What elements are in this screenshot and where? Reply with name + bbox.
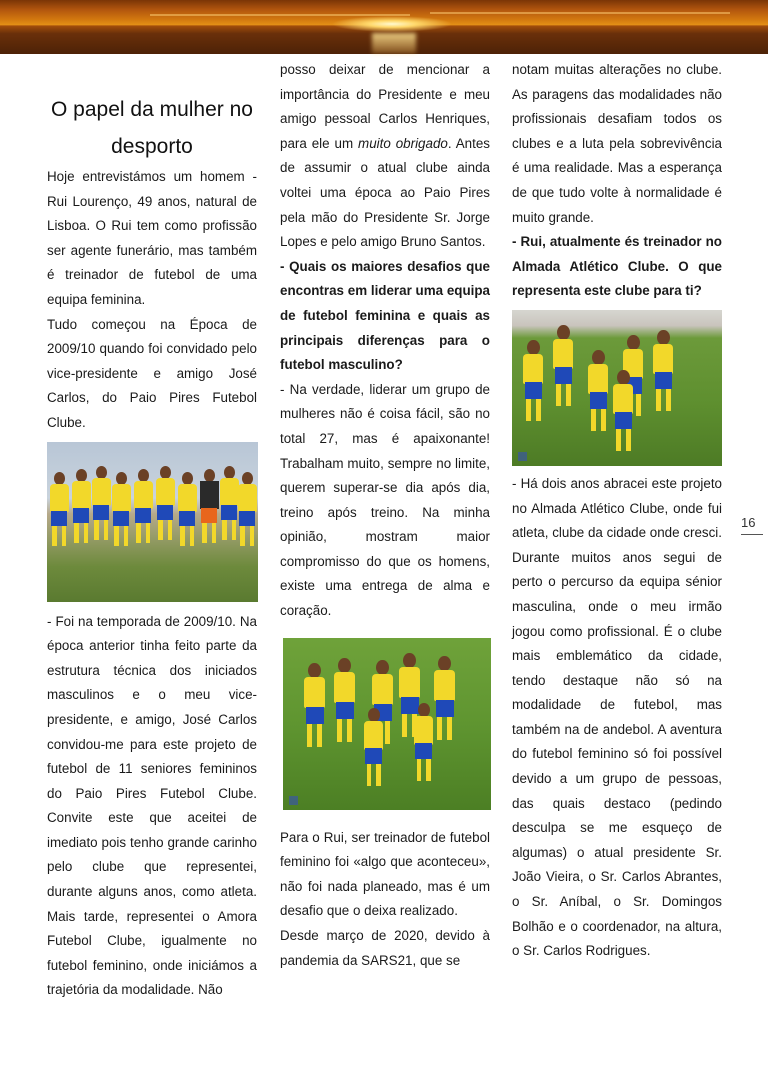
player-figure-part — [418, 703, 430, 717]
paragraph: Hoje entrevistámos um homem - Rui Lourenço, 49 anos, natural de Lisboa. O Rui tem como profissão ser agente funerário, mas também é treinador de futebol de uma equipa feminina. — [47, 169, 257, 307]
player-figure-part — [523, 354, 543, 384]
team-lineup-photo — [47, 442, 258, 602]
player-figure-part — [135, 508, 151, 523]
player-figure-part — [306, 707, 324, 724]
player-figure-part — [616, 429, 621, 452]
player-figure-part — [114, 526, 119, 547]
paragraph: notam muitas alterações no clube. As paragens das modalidades não profissionais desafiam todos os clubes e a luta pela sobrevivência é uma realidade. Mas a esperança de que tudo volte à normalidade é muito grande. — [512, 62, 722, 225]
player-figure-part — [308, 663, 321, 679]
column-1 — [47, 58, 257, 1003]
player-figure-part — [536, 399, 541, 422]
player-figure-part — [666, 389, 671, 412]
player-figure-part — [307, 724, 312, 747]
player-figure-part — [157, 505, 173, 520]
player-figure-part — [158, 520, 163, 541]
paragraph — [280, 58, 490, 255]
celebration-photo — [512, 310, 722, 466]
player-figure-part — [52, 526, 57, 547]
player-figure-part — [368, 708, 380, 722]
paragraph: - Na verdade, liderar um grupo de mulheres não é coisa fácil, são no total 27, mas é apaixonante! Trabalham muito, sempre no limite, querem superar-se dia após dia, treino após treino. Na minha opinião, mostram maior compromisso do que os homens, existe uma entrega de alma e coração. — [280, 381, 490, 619]
player-figure-part — [124, 526, 129, 547]
player-figure-part — [526, 399, 531, 422]
paragraph: - Foi na temporada de 2009/10. Na época anterior tinha feito parte da estrutura técnica dos iniciados masculinos e o meu vice-presidente, e amigo, José Carlos convidou-me para este projeto de futebol de 11 seniores femininos do Paio Pires Futebol Clube. Convite este que aceitei de imediato pois tenho grande carinho pelo clube que representei, durante alguns anos, como atleta. Mais tarde, representei o Amora Futebol Clube, igualmente no futebol feminino, onde iniciámos a trajetória da modalidade. Não — [47, 613, 257, 998]
player-figure-part — [73, 508, 89, 523]
player-figure-part — [232, 520, 237, 541]
player-figure-part — [221, 505, 237, 520]
player-figure-part — [555, 367, 573, 383]
player-figure-part — [434, 670, 455, 701]
player-figure-part — [337, 719, 342, 742]
player-figure-part — [94, 520, 99, 541]
player-figure-part — [239, 511, 255, 526]
player-figure-part — [220, 478, 238, 506]
player-figure-part — [636, 394, 641, 417]
player-figure-part — [338, 658, 351, 674]
paragraph: Desde março de 2020, devido à pandemia da SARS21, que se — [280, 928, 490, 968]
player-figure-part — [527, 340, 540, 355]
player-figure-part — [657, 330, 670, 345]
player-figure-part — [426, 759, 431, 781]
player-figure-part — [615, 412, 633, 428]
player-figure-part — [238, 484, 256, 512]
player-figure-part — [592, 350, 605, 365]
player-figure-part — [222, 520, 227, 541]
interview-question: - Quais os maiores desafios que encontras em liderar uma equipa de futebol feminina e quais as principais diferenças para o futebol masculino? — [280, 258, 490, 373]
player-figure-part — [414, 716, 433, 745]
banner-cloud-streak — [430, 12, 730, 14]
article-title: O papel da mulher no desporto — [51, 98, 253, 158]
banner-cloud-streak — [150, 14, 410, 16]
player-figure-part — [601, 409, 606, 432]
column-3 — [512, 58, 722, 964]
player-figure-part — [201, 508, 217, 523]
player-figure-part — [385, 721, 390, 744]
player-figure-part — [588, 364, 608, 394]
player-figure-part — [240, 526, 245, 547]
player-figure-part — [436, 700, 454, 717]
paragraph: Tudo começou na Época de 2009/10 quando foi convidado pelo vice-presidente e amigo José Carlos, do Paio Pires Futebol Clube. — [47, 316, 257, 430]
player-figure-part — [525, 382, 543, 398]
player-figure-part — [417, 759, 422, 781]
player-figure-part — [367, 764, 372, 786]
player-figure-part — [50, 484, 68, 512]
player-figure-part — [304, 677, 325, 708]
player-figure-part — [566, 384, 571, 407]
player-figure-part — [557, 325, 570, 340]
player-figure-part — [626, 429, 631, 452]
player-figure-part — [179, 511, 195, 526]
players-group-photo — [283, 638, 491, 810]
player-figure-part — [364, 721, 383, 750]
header-banner — [0, 0, 768, 54]
paragraph: - Há dois anos abracei este projeto no Almada Atlético Clube, onde fui atleta, clube da cidade onde cresci. Durante muitos anos segui de perto o percurso da equipa sénior masculina, onde o meu irmão jogou como profissional. É o clube mais emblemático da cidade, tendo destaque não só na modalidade de futebol, mas também na de andebol. A aventura do futebol feminino só foi possível devido a um grupo de pessoas, das quais destaco (pedindo desculpa se me esqueço de algumas) o atual presidente Sr. João Vieira, o Sr. Carlos Abrantes, o Sr. Aníbal, o Sr. Domingos Bolhão e o coordenador, na altura, o Sr. Carlos Rodrigues. — [512, 475, 722, 959]
player-figure-part — [112, 484, 130, 512]
player-figure-part — [104, 520, 109, 541]
player-figure-part — [590, 392, 608, 408]
player-figure-part — [365, 748, 382, 764]
player-figure-part — [627, 335, 640, 350]
player-figure-part — [51, 511, 67, 526]
player-figure-part — [74, 523, 79, 544]
player-figure-part — [180, 526, 185, 547]
italic-text: muito obrigado — [358, 135, 448, 151]
player-figure-part — [401, 697, 419, 714]
player-figure-part — [134, 481, 152, 509]
column-2 — [280, 58, 490, 973]
player-figure-part — [202, 523, 207, 544]
sun-reflection — [372, 33, 416, 54]
page-number: 16 — [741, 515, 756, 530]
text-run: . Antes de assumir o atual clube ainda voltei uma época ao Paio Pires pela mão do Presidente Sr. Jorge Lopes e pelo amigo Bruno Santos. — [280, 135, 490, 250]
player-figure-part — [376, 764, 381, 786]
player-figure-part — [317, 724, 322, 747]
player-figure-part — [93, 505, 109, 520]
player-figure-part — [136, 523, 141, 544]
player-figure-part — [250, 526, 255, 547]
player-figure-part — [178, 484, 196, 512]
facebook-watermark-icon — [289, 796, 298, 805]
player-figure-part — [655, 372, 673, 388]
text-run: posso deixar de mencionar a importância do Presidente e meu amigo pessoal Carlos Henriques, para ele um — [280, 62, 490, 151]
page-number-rule — [741, 534, 763, 535]
player-figure-part — [437, 717, 442, 740]
player-figure-part — [113, 511, 129, 526]
player-figure-part — [613, 384, 633, 414]
player-figure-part — [212, 523, 217, 544]
player-figure-part — [84, 523, 89, 544]
player-figure-part — [617, 370, 630, 385]
player-figure-part — [553, 339, 573, 369]
player-figure-part — [376, 660, 389, 676]
player-figure-part — [334, 672, 355, 703]
player-figure-part — [200, 481, 218, 509]
player-figure-part — [347, 719, 352, 742]
player-figure-part — [415, 743, 432, 759]
player-figure-part — [402, 714, 407, 737]
player-figure-part — [403, 653, 416, 669]
player-figure-part — [156, 478, 174, 506]
player-figure-part — [656, 389, 661, 412]
player-figure-part — [447, 717, 452, 740]
player-figure-part — [62, 526, 67, 547]
player-figure-part — [399, 667, 420, 698]
interview-question: - Rui, atualmente és treinador no Almada Atlético Clube. O que representa este clube para ti? — [512, 234, 722, 299]
player-figure-part — [438, 656, 451, 672]
player-figure-part — [190, 526, 195, 547]
paragraph: Para o Rui, ser treinador de futebol feminino foi «algo que aconteceu», não foi nada planeado, mas é um desafio que o deixa realizado. — [280, 829, 490, 919]
player-figure-part — [336, 702, 354, 719]
player-figure-part — [92, 478, 110, 506]
player-figure-part — [72, 481, 90, 509]
player-figure-part — [168, 520, 173, 541]
player-figure-part — [372, 674, 393, 705]
facebook-watermark-icon — [518, 452, 527, 461]
player-figure-part — [653, 344, 673, 374]
player-figure-part — [556, 384, 561, 407]
player-figure-part — [146, 523, 151, 544]
player-figure-part — [591, 409, 596, 432]
